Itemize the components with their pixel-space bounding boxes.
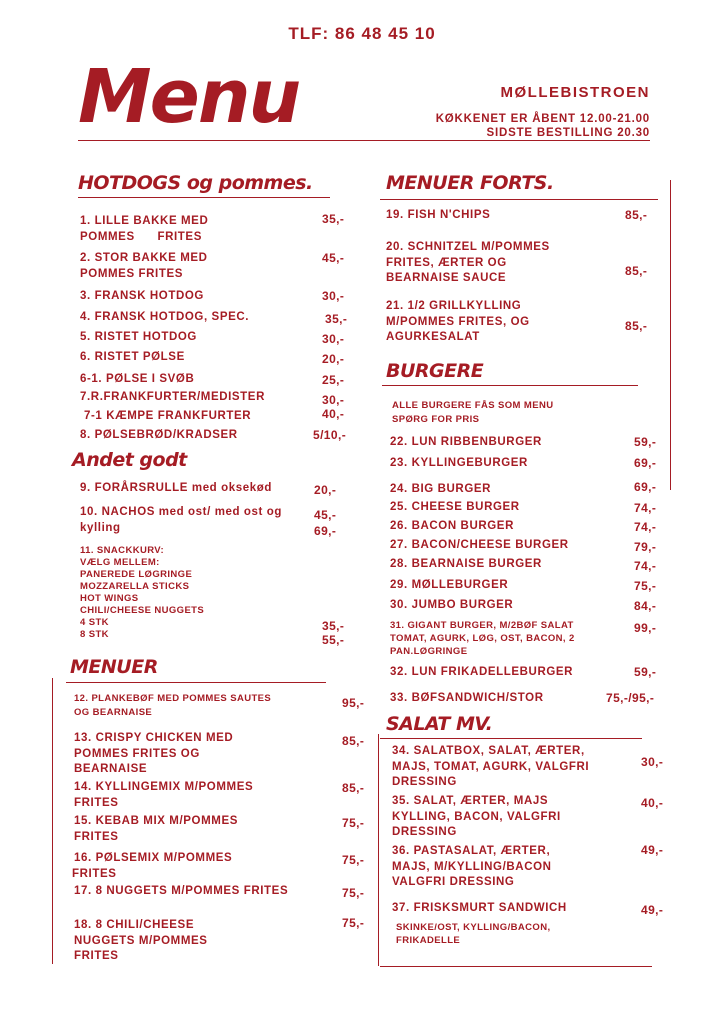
menu-item: 33. BØFSANDWICH/STOR [390, 692, 544, 704]
item-price: 74,- [634, 501, 657, 515]
menu-item: 31. GIGANT BURGER, M/2BØF SALAT TOMAT, AGURK, LØG, OST, BACON, 2 PAN.LØGRINGE [390, 620, 575, 657]
item-price: 84,- [634, 599, 657, 613]
menu-item: 7.R.FRANKFURTER/MEDISTER [80, 391, 265, 403]
menu-item: 37. FRISKSMURT SANDWICH [392, 902, 567, 914]
snack-line: 11. SNACKKURV: [80, 545, 165, 556]
section-title-menuer-forts: MENUER FORTS. [386, 172, 554, 194]
menu-item: 21. 1/2 GRILLKYLLING M/POMMES FRITES, OG AGURKESALAT [386, 300, 530, 343]
menu-item: 30. JUMBO BURGER [390, 599, 514, 611]
column-rule [52, 678, 53, 964]
snack-line: HOT WINGS [80, 593, 139, 604]
item-price: 59,- [634, 435, 657, 449]
item-price: 35,- [322, 619, 345, 633]
menu-item: 35. SALAT, ÆRTER, MAJS KYLLING, BACON, VALGFRI DRESSING [392, 795, 561, 838]
item-price: 75,- [342, 886, 365, 900]
section-title-andet-godt: Andet godt [72, 449, 187, 471]
menu-item: 4. FRANSK HOTDOG, SPEC. [80, 311, 250, 323]
menu-item: 13. CRISPY CHICKEN MED POMMES FRITES OG BEARNAISE [74, 732, 234, 775]
snack-line: CHILI/CHEESE NUGGETS [80, 605, 205, 616]
menu-item: 22. LUN RIBBENBURGER [390, 436, 542, 448]
menu-item: 29. MØLLEBURGER [390, 579, 509, 591]
menu-item: 24. BIG BURGER [390, 483, 492, 495]
menu-item: 32. LUN FRIKADELLEBURGER [390, 666, 574, 678]
snack-line: 8 STK [80, 629, 109, 640]
business-name: MØLLEBISTROEN [500, 84, 650, 101]
item-price: 49,- [641, 843, 664, 857]
snack-line: 4 STK [80, 617, 109, 628]
item-price: 69,- [634, 456, 657, 470]
item-price: 85,- [342, 734, 365, 748]
item-price: 79,- [634, 540, 657, 554]
item-price: 45,- [322, 251, 345, 265]
menu-item: 36. PASTASALAT, ÆRTER, MAJS, M/KYLLING/BACON VALGFRI DRESSING [392, 845, 552, 888]
item-price: 30,- [322, 289, 345, 303]
item-price: 69,- [314, 524, 337, 538]
burger-note: ALLE BURGERE FÅS SOM MENU SPØRG FOR PRIS [392, 400, 554, 425]
section-title-burgere: BURGERE [386, 360, 484, 382]
item-price: 30,- [322, 393, 345, 407]
section-rule [380, 738, 642, 739]
snack-line: MOZZARELLA STICKS [80, 581, 190, 592]
last-order-line: SIDSTE BESTILLING 20.30 [486, 127, 650, 139]
item-price: 75,- [634, 579, 657, 593]
menu-item: 27. BACON/CHEESE BURGER [390, 539, 569, 551]
item-price: 20,- [322, 352, 345, 366]
menu-item: 12. PLANKEBØF MED POMMES SAUTES OG BEARNAISE [74, 693, 272, 718]
item-price: 49,- [641, 903, 664, 917]
item-price: 74,- [634, 520, 657, 534]
item-price: 30,- [641, 755, 664, 769]
menu-item: 26. BACON BURGER [390, 520, 514, 532]
menu-item: 19. FISH N'CHIPS [386, 209, 491, 221]
snack-line: PANEREDE LØGRINGE [80, 569, 193, 580]
item-price: 30,- [322, 332, 345, 346]
item-price: 59,- [634, 665, 657, 679]
item-price: 99,- [634, 621, 657, 635]
section-rule [382, 385, 638, 386]
menu-item: 15. KEBAB MIX M/POMMES FRITES [74, 815, 238, 843]
item-price: 5/10,- [313, 428, 347, 442]
item-price: 35,- [325, 312, 348, 326]
menu-item: 2. STOR BAKKE MED POMMES FRITES [80, 252, 208, 280]
section-title-salat: SALAT MV. [386, 713, 493, 735]
menu-item: 20. SCHNITZEL M/POMMES FRITES, ÆRTER OG BEARNAISE SAUCE [386, 241, 550, 284]
menu-item: 9. FORÅRSRULLE med oksekød [80, 482, 272, 494]
item-price: 75,- [342, 816, 365, 830]
section-title-menuer: MENUER [70, 656, 158, 678]
item-price: 75,- [342, 853, 365, 867]
snack-line: VÆLG MELLEM: [80, 557, 160, 568]
item-price: 35,- [322, 212, 345, 226]
menu-item: 1. LILLE BAKKE MED POMMES FRITES [80, 215, 209, 243]
item-price: 74,- [634, 559, 657, 573]
menu-item: 23. KYLLINGEBURGER [390, 457, 528, 469]
item-price: 95,- [342, 696, 365, 710]
menu-item: 10. NACHOS med ost/ med ost og kylling [80, 506, 283, 534]
menu-item: 8. PØLSEBRØD/KRADSER [80, 429, 238, 441]
menu-item: 25. CHEESE BURGER [390, 501, 520, 513]
opening-hours-line: KØKKENET ER ÅBENT 12.00-21.00 [435, 113, 650, 125]
item-price: 25,- [322, 373, 345, 387]
item-price: 45,- [314, 508, 337, 522]
item-price: 40,- [322, 407, 345, 421]
menu-item: 18. 8 CHILI/CHEESE NUGGETS M/POMMES FRITES [74, 919, 208, 962]
menu-logo: Menu [78, 54, 300, 140]
menu-item: 5. RISTET HOTDOG [80, 331, 197, 343]
menu-item: 34. SALATBOX, SALAT, ÆRTER, MAJS, TOMAT, AGURK, VALGFRI DRESSING [392, 745, 590, 788]
menu-item: 7-1 KÆMPE FRANKFURTER [84, 410, 252, 422]
item-price: 55,- [322, 633, 345, 647]
item-price: 85,- [625, 208, 648, 222]
item-price: 40,- [641, 796, 664, 810]
menu-item: 16. PØLSEMIX M/POMMES FRITES [72, 852, 233, 880]
menu-item: 14. KYLLINGEMIX M/POMMES FRITES [74, 781, 254, 809]
menu-item: 6-1. PØLSE I SVØB [80, 373, 195, 385]
menu-item: 6. RISTET PØLSE [80, 351, 185, 363]
column-rule [378, 734, 379, 966]
menu-item: 28. BEARNAISE BURGER [390, 558, 542, 570]
section-rule [78, 197, 330, 198]
item-price: 85,- [625, 319, 648, 333]
section-rule [380, 199, 658, 200]
item-price: 20,- [314, 483, 337, 497]
item-price: 75,-/95,- [606, 691, 655, 705]
bottom-rule [380, 966, 652, 967]
opening-hours [436, 112, 650, 141]
menu-item: 17. 8 NUGGETS M/POMMES FRITES [74, 885, 289, 897]
column-rule [670, 180, 671, 490]
item-price: 85,- [342, 781, 365, 795]
phone-number: TLF: 86 48 45 10 [288, 24, 436, 43]
item-price: 75,- [342, 916, 365, 930]
section-rule [66, 682, 326, 683]
sandwich-options: SKINKE/OST, KYLLING/BACON, FRIKADELLE [396, 922, 551, 946]
item-price: 69,- [634, 480, 657, 494]
section-title-hotdogs: HOTDOGS og pommes. [78, 172, 313, 194]
snack-basket [80, 545, 204, 641]
item-price: 85,- [625, 264, 648, 278]
menu-item: 3. FRANSK HOTDOG [80, 290, 204, 302]
